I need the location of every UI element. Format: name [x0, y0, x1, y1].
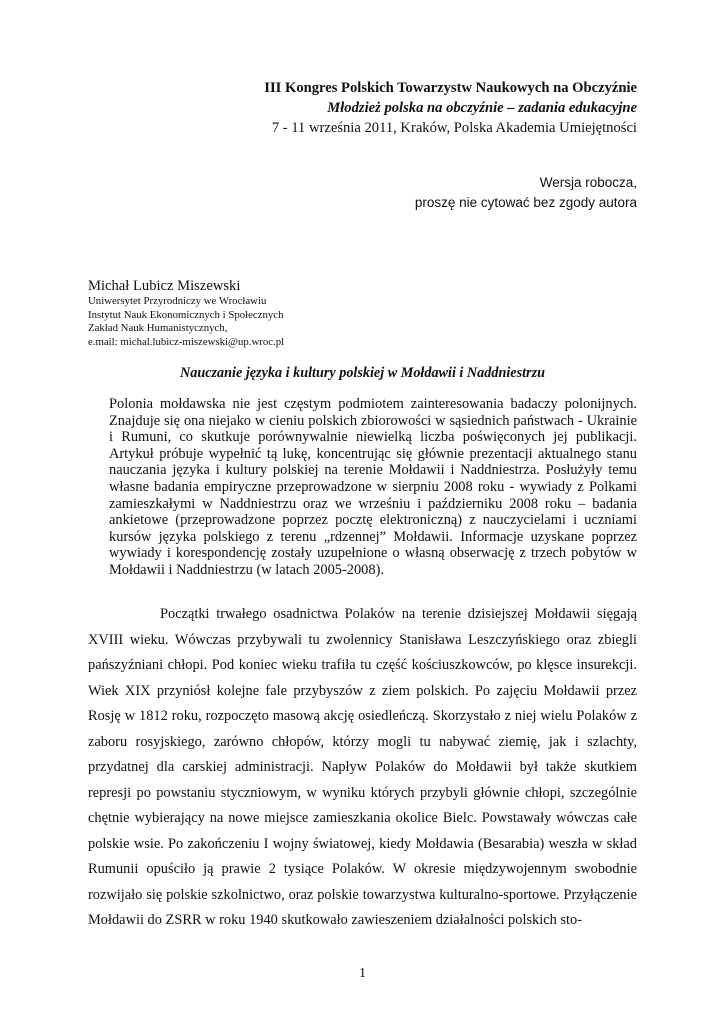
congress-header: [264, 78, 637, 138]
author-name: Michał Lubicz Miszewski: [88, 278, 241, 294]
draft-note-line2: proszę nie cytować bez zgody autora: [414, 195, 637, 210]
article-title: Nauczanie języka i kultury polskiej w Mołdawii i Naddniestrzu: [180, 365, 545, 381]
congress-title: III Kongres Polskich Towarzystw Naukowych na Obczyźnie: [264, 80, 637, 96]
congress-dates: 7 - 11 września 2011, Kraków, Polska Akademia Umiejętności: [271, 120, 637, 136]
congress-subtitle: Młodzież polska na obczyźnie – zadania edukacyjne: [327, 100, 637, 116]
page-number: 1: [359, 966, 366, 981]
author-department: Zakład Nauk Humanistycznych,: [88, 322, 228, 334]
author-block: [88, 277, 284, 349]
draft-note: [415, 173, 637, 213]
author-email: e.mail: michal.lubicz-miszewski@up.wroc.pl: [88, 335, 285, 348]
body-paragraph: Początki trwałego osadnictwa Polaków na terenie dzisiejszej Mołdawii sięgają XVIII wieku. Wówczas przybywali tu zwolennicy Stanisława Leszczyńskiego oraz zbiegli pańszyźniani chłopi. Pod koniec wieku trafiła tu część kościuszkowców, po klęsce insurekcji. Wiek XIX przyniósł kolejne fale przybyszów z ziem polskich. Po zajęciu Mołdawii przez Rosję w 1812 roku, rozpoczęto masową akcję osiedleńczą. Skorzystało z niej wielu Polaków z zaboru rosyjskiego, zarówno chłopów, którzy mogli tu nabywać ziemię, jak i szlachty, przydatnej dla carskiej administracji. Napływ Polaków do Mołdawii był także skutkiem represji po powstaniu styczniowym, w wyniku których przybyli głównie chłopi, szczególnie chętnie wybierający na nowe miejsce zamieszkania okolice Bielc. Powstawały wówczas całe polskie wsie. Po zakończeniu I wojny światowej, kiedy Mołdawia (Besarabia) weszła w skład Rumunii opuściło ją prawie 2 tysiące Polaków. W okresie międzywojennym swobodnie rozwijało się polskie szkolnictwo, oraz polskie towarzystwa kulturalno-sportowe. Przyłączenie Mołdawii do ZSRR w roku 1940 skutkowało zawieszeniem działalności polskich sto-: [88, 606, 637, 928]
author-university: Uniwersytet Przyrodniczy we Wrocławiu: [88, 295, 267, 307]
author-institute: Instytut Nauk Ekonomicznych i Społecznych: [88, 308, 284, 321]
draft-note-line1: Wersja robocza,: [539, 175, 637, 190]
abstract: Polonia mołdawska nie jest częstym podmiotem zainteresowania badaczy polonijnych. Znajduje się ona niejako w cieniu polskich zbiorowości w sąsiednich państwach - Ukrainie i Rumuni, co skutkuje porównywalnie niewielką liczba poświęconych jej publikacji. Artykuł próbuje wypełnić tą lukę, koncentrując się głównie prezentacji aktualnego stanu nauczania języka i kultury polskiej na terenie Mołdawii i Naddniestrza. Posłużyły temu własne badania empiryczne przeprowadzone w sierpniu 2008 roku - wywiady z Polkami zamieszkałymi w Naddniestrzu oraz we wrześniu i październiku 2008 roku – badania ankietowe (przeprowadzone poprzez pocztę elektroniczną) z nauczycielami i uczniami kursów języka polskiego z terenu „rdzennej” Mołdawii. Informacje uzyskane poprzez wywiady i korespondencję zostały uzupełnione o własną obserwację z trzech pobytów w Mołdawii i Naddniestrzu (w latach 2005-2008).: [109, 396, 637, 578]
